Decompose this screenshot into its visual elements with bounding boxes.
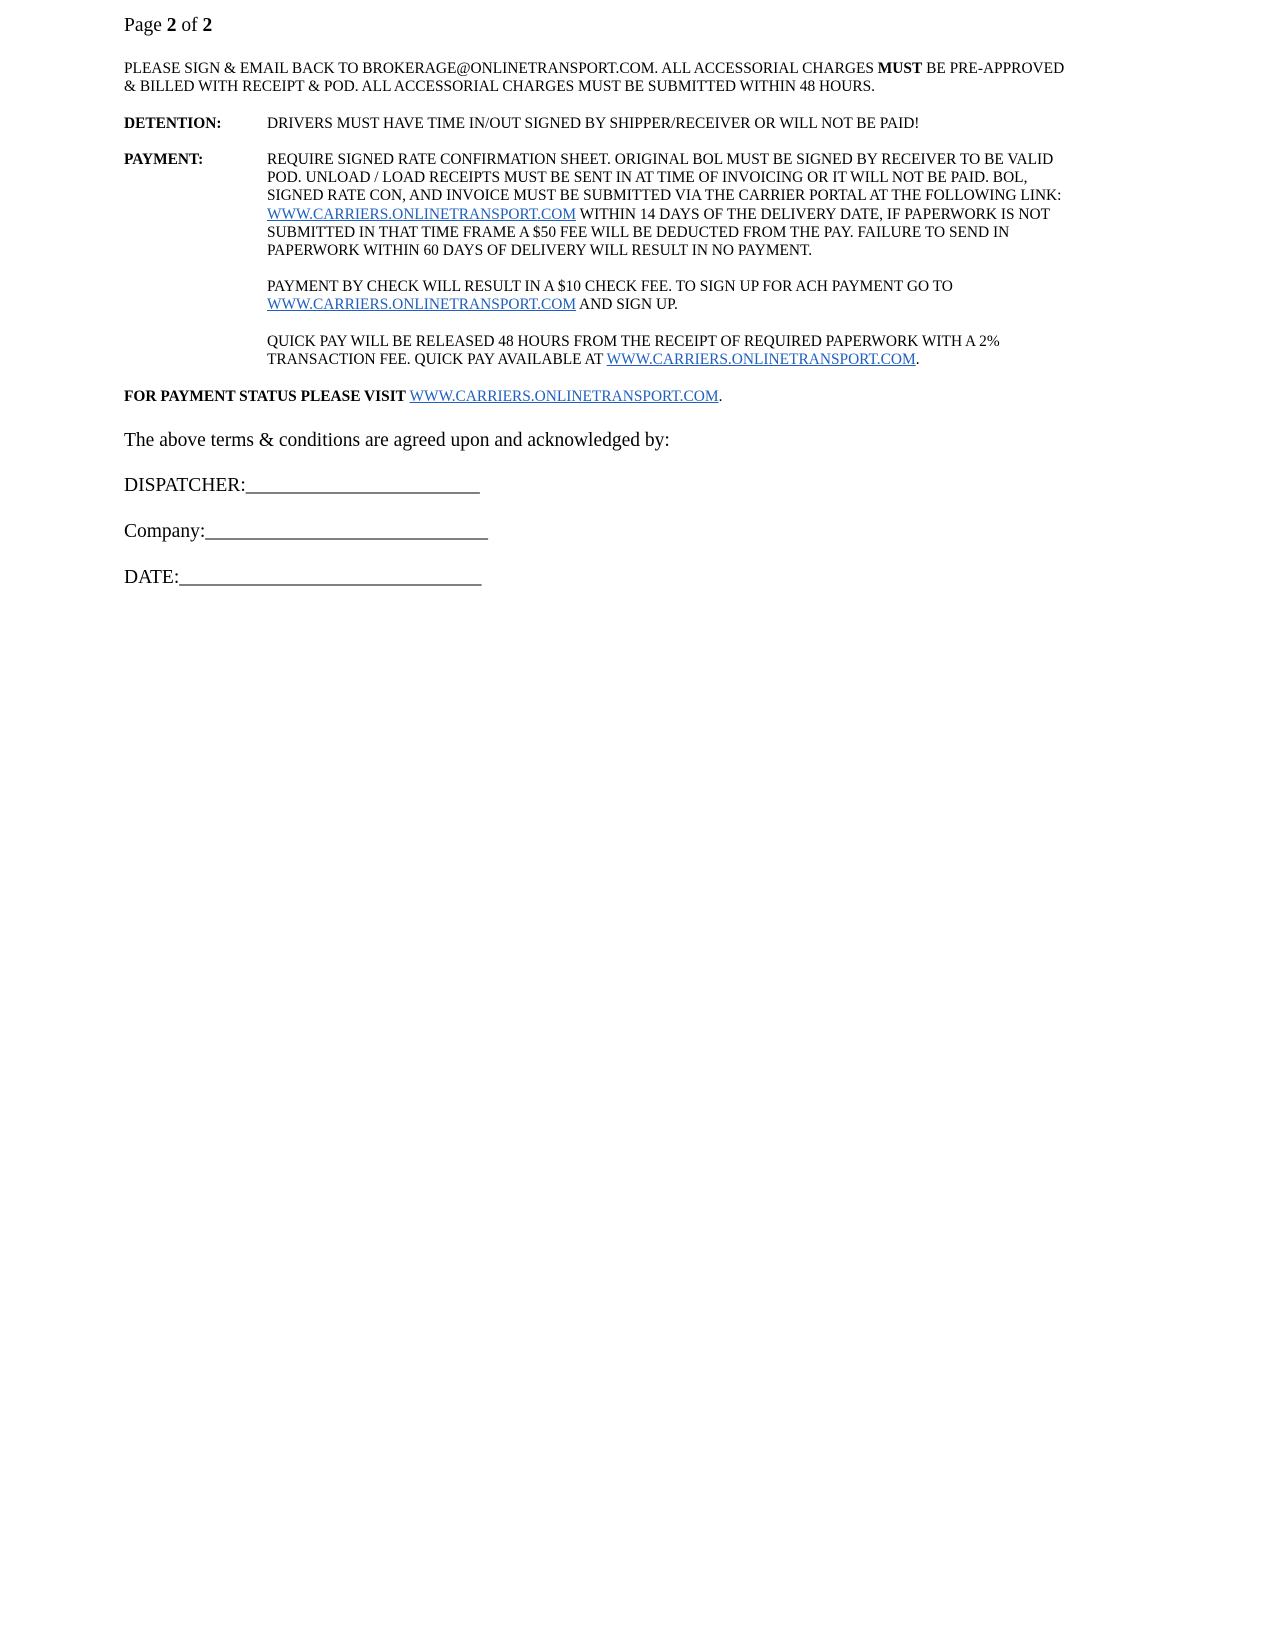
carrier-portal-link-1[interactable]: WWW.CARRIERS.ONLINETRANSPORT.COM (267, 205, 577, 223)
dispatcher-signature-line: DISPATCHER:________________________ (124, 475, 480, 496)
intro-paragraph (124, 60, 1124, 96)
payment-p1-line-5: SUBMITTED IN THAT TIME FRAME A $50 FEE WILL BE DEDUCTED FROM THE PAY. FAILURE TO SEND IN (267, 223, 1010, 241)
payment-status-link[interactable]: WWW.CARRIERS.ONLINETRANSPORT.COM (409, 388, 719, 405)
payment-p2-line-2 (267, 296, 1127, 314)
payment-status-end: . (718, 388, 723, 405)
page-prefix: Page (124, 15, 167, 36)
payment-label: PAYMENT: (124, 151, 204, 168)
detention-text: DRIVERS MUST HAVE TIME IN/OUT SIGNED BY SHIPPER/RECEIVER OR WILL NOT BE PAID! (267, 115, 920, 132)
intro-line-2: & BILLED WITH RECEIPT & POD. ALL ACCESSORIAL CHARGES MUST BE SUBMITTED WITHIN 48 HOURS. (124, 78, 876, 96)
intro-must-emphasis: MUST (877, 60, 923, 77)
carrier-portal-link-2[interactable]: WWW.CARRIERS.ONLINETRANSPORT.COM (267, 296, 577, 314)
carrier-portal-link-3[interactable]: WWW.CARRIERS.ONLINETRANSPORT.COM (606, 351, 916, 369)
payment-p3-line-1: QUICK PAY WILL BE RELEASED 48 HOURS FROM THE RECEIPT OF REQUIRED PAPERWORK WITH A 2% (267, 333, 1000, 350)
payment-paragraph-1 (267, 151, 1127, 260)
acknowledgement-text: The above terms & conditions are agreed upon and acknowledged by: (124, 430, 670, 451)
payment-p1-line-3: SIGNED RATE CON, AND INVOICE MUST BE SUBMITTED VIA THE CARRIER PORTAL AT THE FOLLOWING LINK: (267, 187, 1062, 205)
intro-line-1-b: BE PRE-APPROVED (922, 60, 1065, 77)
payment-p1-line-4-rest: WITHIN 14 DAYS OF THE DELIVERY DATE, IF PAPERWORK IS NOT (576, 205, 1051, 223)
page-number (124, 14, 212, 38)
company-signature-line: Company:_____________________________ (124, 521, 488, 542)
page-total: 2 (202, 15, 213, 36)
payment-p2-line-2-rest: AND SIGN UP. (576, 296, 678, 314)
detention-label: DETENTION: (124, 115, 222, 132)
payment-p3-line-2-a: TRANSACTION FEE. QUICK PAY AVAILABLE AT (267, 351, 607, 369)
payment-paragraph-2 (267, 278, 1127, 314)
page-of: of (176, 15, 203, 36)
payment-p1-line-4 (267, 206, 1127, 224)
payment-paragraph-3 (267, 333, 1127, 369)
payment-p3-line-2 (267, 351, 1127, 369)
payment-p1-line-2: POD. UNLOAD / LOAD RECEIPTS MUST BE SENT IN AT TIME OF INVOICING OR IT WILL NOT BE PAID. BOL, (267, 169, 1028, 187)
payment-status-line (124, 388, 722, 406)
payment-p1-line-1: REQUIRE SIGNED RATE CONFIRMATION SHEET. ORIGINAL BOL MUST BE SIGNED BY RECEIVER TO BE VALID (267, 151, 1054, 168)
payment-p1-line-6: PAPERWORK WITHIN 60 DAYS OF DELIVERY WILL RESULT IN NO PAYMENT. (267, 242, 813, 260)
payment-p3-line-2-end: . (915, 351, 920, 369)
payment-status-label: FOR PAYMENT STATUS PLEASE VISIT (124, 388, 410, 405)
payment-p2-line-1: PAYMENT BY CHECK WILL RESULT IN A $10 CHECK FEE. TO SIGN UP FOR ACH PAYMENT GO TO (267, 278, 953, 295)
date-signature-line: DATE:_______________________________ (124, 567, 482, 588)
page-current: 2 (166, 15, 177, 36)
intro-line-1 (124, 60, 1124, 78)
intro-line-1-a: PLEASE SIGN & EMAIL BACK TO BROKERAGE@ONLINETRANSPORT.COM. ALL ACCESSORIAL CHARGES (124, 60, 878, 77)
